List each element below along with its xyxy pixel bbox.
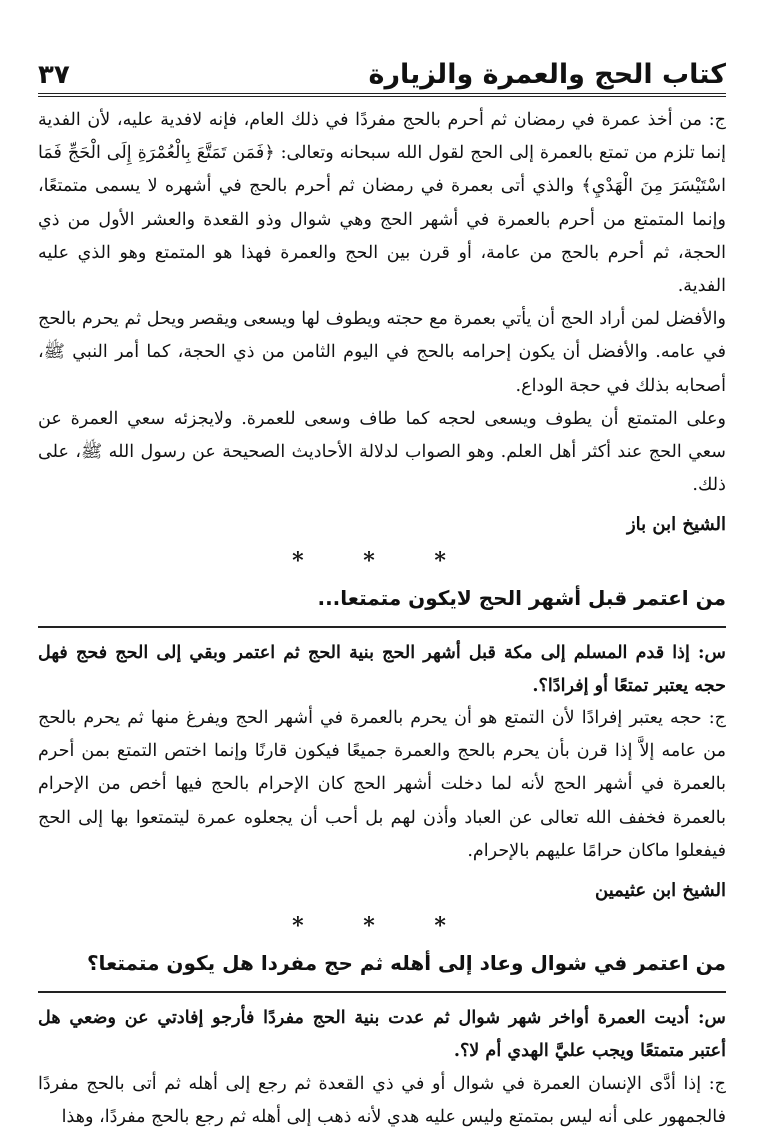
question-paragraph-2: س: إذا قدم المسلم إلى مكة قبل أشهر الحج بنية الحج ثم اعتمر وبقي إلى الحج فحج فهل حجه يعتبر تمتعًا أو إفرادًا؟. [38, 641, 726, 696]
page-body [38, 104, 726, 1134]
section-heading-3: من اعتمر في شوال وعاد إلى أهله ثم حج مفردا هل يكون متمتعا؟ [86, 951, 726, 976]
section-separator: * * * [292, 547, 472, 574]
signature-ibn-baz: الشيخ ابن باز [626, 514, 726, 536]
page-header [38, 44, 726, 97]
question-paragraph-3: س: أديت العمرة أواخر شهر شوال ثم عدت بنية الحج مفردًا فأرجو إفادتي عن وضعي هل أعتبر متمتعًا ويجب عليَّ الهدي أم لا؟. [38, 1007, 726, 1062]
answer-paragraph-3: وعلى المتمتع أن يطوف ويسعى لحجه كما طاف وسعى للعمرة. ولايجزئه سعي العمرة عن سعي الحج عند أكثر أهل العلم. وهو الصواب لدلالة الأحاديث الصحيحة عن رسول الله ﷺ، على ذلك. [38, 408, 726, 496]
answer-paragraph-2: والأفضل لمن أراد الحج أن يأتي بعمرة مع حجته ويطوف لها ويسعى ويقصر ويحل ثم يحرم بالحج في عامه. والأفضل أن يكون إحرامه بالحج في اليوم الثامن من ذي الحجة، كما أمر النبي ﷺ، أصحابه بذلك في حجة الوداع. [38, 309, 726, 396]
signature-ibn-uthaymeen: الشيخ ابن عثيمين [595, 880, 726, 902]
answer-paragraph-5: ج: إذا أدَّى الإنسان العمرة في شوال أو في ذي القعدة ثم رجع إلى أهله ثم أتى بالحج مفردًا فالجمهور على أنه ليس بمتمتع وليس عليه هدي لأنه ذهب إلى أهله ثم رجع بالحج مفردًا، وهذا [38, 1073, 726, 1127]
heading-rule [38, 626, 726, 628]
section-separator: * * * [292, 913, 472, 940]
answer-paragraph-4: ج: حجه يعتبر إفرادًا لأن التمتع هو أن يحرم بالعمرة في أشهر الحج ويفرغ منها ثم يحرم بالحج من عامه إلاَّ إذا قرن بأن يحرم بالحج والعمرة جميعًا فيكون قارنًا وإنما اختص التمتع بمن أحرم بالعمرة في أشهر الحج لأنه لما دخلت أشهر الحج كان الإحرام بالحج فيها أخص من الإحرام بالعمرة فخفف الله تعالى عن العباد وأذن لهم بل أحب أن يجعلوه عمرة ليتمتعوا بها إلى الحج فيفعلوا ماكان حرامًا عليهم بالإحرام. [38, 708, 726, 861]
heading-rule [38, 991, 726, 993]
section-heading-2: من اعتمر قبل أشهر الحج لايكون متمتعا... [317, 585, 726, 610]
page-number: ٣٧ [38, 60, 70, 90]
answer-paragraph-1: ج: من أخذ عمرة في رمضان ثم أحرم بالحج مفردًا في ذلك العام، فإنه لافدية عليه، لأن الفدية إنما تلزم من تمتع بالعمرة إلى الحج لقول الله سبحانه وتعالى: ﴿فَمَن تَمَتَّعَ بِالْعُمْرَةِ إِلَى الْحَجِّ فَمَا اسْتَيْسَرَ مِنَ الْهَدْيِ﴾ والذي أتى بعمرة في رمضان ثم أحرم بالحج في أشهره لا يسمى متمتعًا، وإنما المتمتع من أحرم بالعمرة في أشهر الحج وهي شوال وذو القعدة والعشر الأول من ذي الحجة، ثم أحرم بالحج من عامة، أو قرن بين الحج والعمرة فهذا هو المتمتع وهو الذي عليه الفدية. [38, 110, 726, 297]
running-title: كتاب الحج والعمرة والزيارة [368, 59, 726, 90]
